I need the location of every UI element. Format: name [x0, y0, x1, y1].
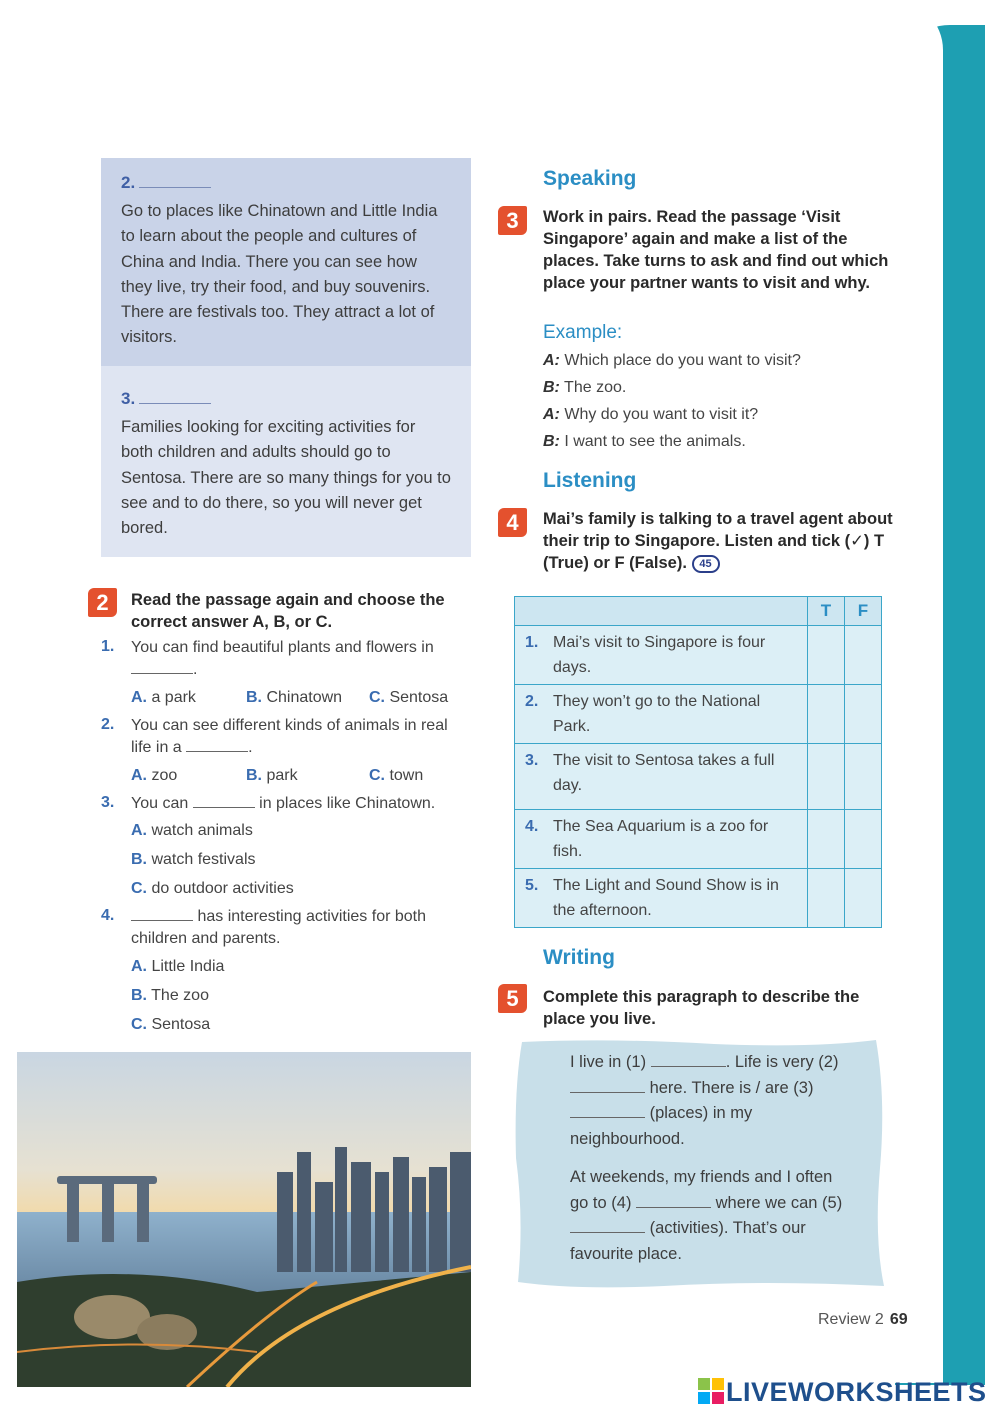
blank-5[interactable] [570, 1232, 645, 1233]
audio-track-icon[interactable]: 45 [692, 555, 720, 573]
passage-number: 2. [121, 170, 451, 195]
blank-1[interactable] [651, 1066, 726, 1067]
answer-blank[interactable] [193, 807, 255, 808]
question-number: 4. [101, 907, 115, 924]
passage-number: 3. [121, 386, 451, 411]
option[interactable]: A. zoo [131, 767, 178, 784]
dialogue-line: B: The zoo. [543, 379, 627, 396]
liveworksheets-watermark: LIVEWORKSHEETS [698, 1377, 987, 1408]
exercise-instruction: Read the passage again and choose the correct answer A, B, or C. [131, 591, 445, 631]
table-row [515, 810, 882, 869]
tick-false-cell[interactable] [845, 744, 882, 810]
dialogue-line: B: I want to see the animals. [543, 433, 746, 450]
singapore-skyline-photo [17, 1052, 471, 1387]
option[interactable]: A. a park [131, 689, 196, 706]
tick-false-cell[interactable] [845, 626, 882, 685]
option[interactable]: C. town [369, 767, 424, 784]
option[interactable]: A. Little India [131, 958, 225, 975]
answer-blank[interactable] [131, 920, 193, 921]
option[interactable]: C. do outdoor activities [131, 880, 294, 897]
question-text: You can find beautiful plants and flowers in . [131, 639, 434, 678]
question-text: You can see different kinds of animals in real life in a . [131, 717, 448, 756]
tick-false-cell[interactable] [845, 869, 882, 928]
exercise-badge: 2 [88, 588, 117, 617]
statement-cell: 5. The Light and Sound Show is in the afternoon. [515, 869, 808, 928]
statement-cell: 3. The visit to Sentosa takes a full day. [515, 744, 808, 810]
answer-blank[interactable] [186, 751, 248, 752]
tick-false-cell[interactable] [845, 685, 882, 744]
exercise-badge: 3 [498, 206, 527, 235]
option[interactable]: B. Chinatown [246, 689, 343, 706]
exercise-badge: 4 [498, 508, 527, 537]
table-row [515, 744, 882, 810]
option[interactable]: B. park [246, 767, 298, 784]
tick-true-cell[interactable] [808, 810, 845, 869]
example-label: Example: [543, 322, 623, 343]
table-row [515, 869, 882, 928]
blank-4[interactable] [636, 1207, 711, 1208]
statement-cell: 2. They won’t go to the National Park. [515, 685, 808, 744]
option[interactable]: C. Sentosa [369, 689, 449, 706]
option[interactable]: B. The zoo [131, 987, 209, 1004]
exercise-badge: 5 [498, 984, 527, 1013]
passage-box-3 [101, 366, 471, 557]
exercise-instruction: Work in pairs. Read the passage ‘Visit Singapore’ again and make a list of the places. Take turns to ask and find out which place your partner wants to visit and why. [543, 208, 889, 292]
paragraph-2: At weekends, my friends and I often go to (4) where we can (5) (activities). That’s our favourite place. [570, 1168, 843, 1263]
table-row [515, 685, 882, 744]
tick-true-cell[interactable] [808, 685, 845, 744]
statement-cell: 1. Mai’s visit to Singapore is four days. [515, 626, 808, 685]
tick-false-cell[interactable] [845, 810, 882, 869]
passage-box-2 [101, 158, 471, 366]
question-text: You can in places like Chinatown. [131, 795, 436, 812]
passage-text: Families looking for exciting activities for both children and adults should go to Sentosa. There are so many things for you to see and to do there, so you will never get bored. [121, 418, 451, 538]
table-row [515, 626, 882, 685]
question-number: 1. [101, 638, 115, 655]
column-true: T [808, 597, 845, 626]
section-heading-writing: Writing [543, 946, 615, 969]
option[interactable]: B. watch festivals [131, 851, 256, 868]
tick-true-cell[interactable] [808, 869, 845, 928]
page-footer: Review 2 69 [818, 1311, 908, 1328]
column-false: F [845, 597, 882, 626]
liveworksheets-logo-icon [698, 1378, 724, 1404]
option[interactable]: C. Sentosa [131, 1016, 211, 1033]
question-number: 2. [101, 716, 115, 733]
question-text: has interesting activities for both children and parents. [131, 908, 427, 947]
tick-true-cell[interactable] [808, 626, 845, 685]
statement-cell: 4. The Sea Aquarium is a zoo for fish. [515, 810, 808, 869]
question-number: 3. [101, 794, 115, 811]
section-heading-speaking: Speaking [543, 167, 637, 190]
blank-3[interactable] [570, 1117, 645, 1118]
dialogue-line: A: Why do you want to visit it? [543, 406, 759, 423]
exercise-instruction: Mai’s family is talking to a travel agent about their trip to Singapore. Listen and tick (✓) T (True) or F (False). 45 [543, 510, 893, 572]
blank-2[interactable] [570, 1092, 645, 1093]
exercise-instruction: Complete this paragraph to describe the place you live. [543, 988, 860, 1028]
heading-blank[interactable] [139, 403, 211, 404]
header-blank [515, 597, 808, 626]
true-false-table [514, 596, 882, 928]
section-heading-listening: Listening [543, 469, 637, 492]
option[interactable]: A. watch animals [131, 822, 253, 839]
passage-text: Go to places like Chinatown and Little India to learn about the people and cultures of China and India. There you can see how they live, try their food, and buy souvenirs. There are festivals too. They attract a lot of visitors. [121, 202, 438, 347]
dialogue-line: A: Which place do you want to visit? [543, 352, 801, 369]
tick-true-cell[interactable] [808, 744, 845, 810]
paragraph-1: I live in (1) . Life is very (2) here. There is / are (3) (places) in my neighbourhood. [570, 1053, 839, 1148]
heading-blank[interactable] [139, 187, 211, 188]
answer-blank[interactable] [131, 673, 193, 674]
table-header-row [515, 597, 882, 626]
